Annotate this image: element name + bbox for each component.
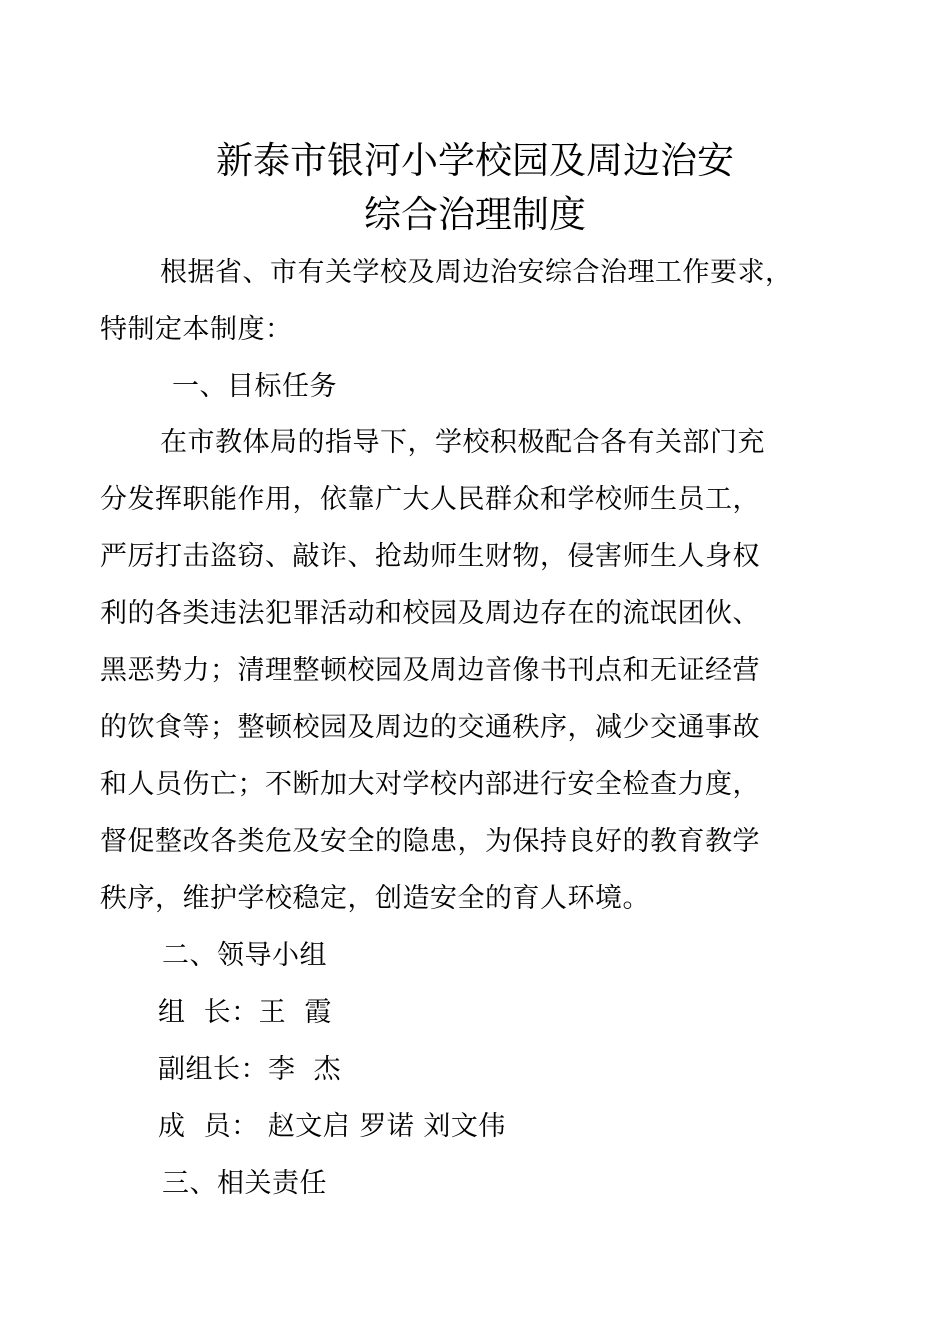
goals-paragraph-line: 和人员伤亡；不断加大对学校内部进行安全检查力度， — [100, 769, 760, 800]
section-heading-leadership: 二、领导小组 — [162, 940, 327, 971]
goals-paragraph-line: 利的各类违法犯罪活动和校园及周边存在的流氓团伙、 — [100, 598, 760, 629]
goals-paragraph-line: 的饮食等；整顿校园及周边的交通秩序，减少交通事故 — [100, 712, 760, 743]
intro-line-2: 特制定本制度： — [100, 314, 293, 345]
section-heading-responsibilities: 三、相关责任 — [162, 1168, 327, 1199]
members-line: 成 员： 赵文启 罗诺 刘文伟 — [158, 1111, 506, 1142]
section-heading-goals: 一、目标任务 — [172, 371, 337, 402]
goals-paragraph-line: 黑恶势力；清理整顿校园及周边音像书刊点和无证经营 — [100, 655, 760, 686]
goals-paragraph-line: 督促整改各类危及安全的隐患，为保持良好的教育教学 — [100, 826, 760, 857]
goals-paragraph-line: 分发挥职能作用，依靠广大人民群众和学校师生员工， — [100, 484, 760, 515]
deputy-leader-line: 副组长：李 杰 — [158, 1054, 342, 1085]
document-title-line-1: 新泰市银河小学校园及周边治安 — [216, 139, 734, 182]
intro-line-1: 根据省、市有关学校及周边治安综合治理工作要求， — [160, 257, 793, 288]
document-title-line-2: 综合治理制度 — [364, 193, 586, 236]
leader-line: 组 长：王 霞 — [158, 997, 332, 1028]
goals-paragraph-line: 在市教体局的指导下，学校积极配合各有关部门充 — [160, 427, 765, 458]
goals-paragraph-line: 秩序，维护学校稳定，创造安全的育人环境。 — [100, 883, 650, 914]
goals-paragraph-line: 严厉打击盗窃、敲诈、抢劫师生财物，侵害师生人身权 — [100, 541, 760, 572]
